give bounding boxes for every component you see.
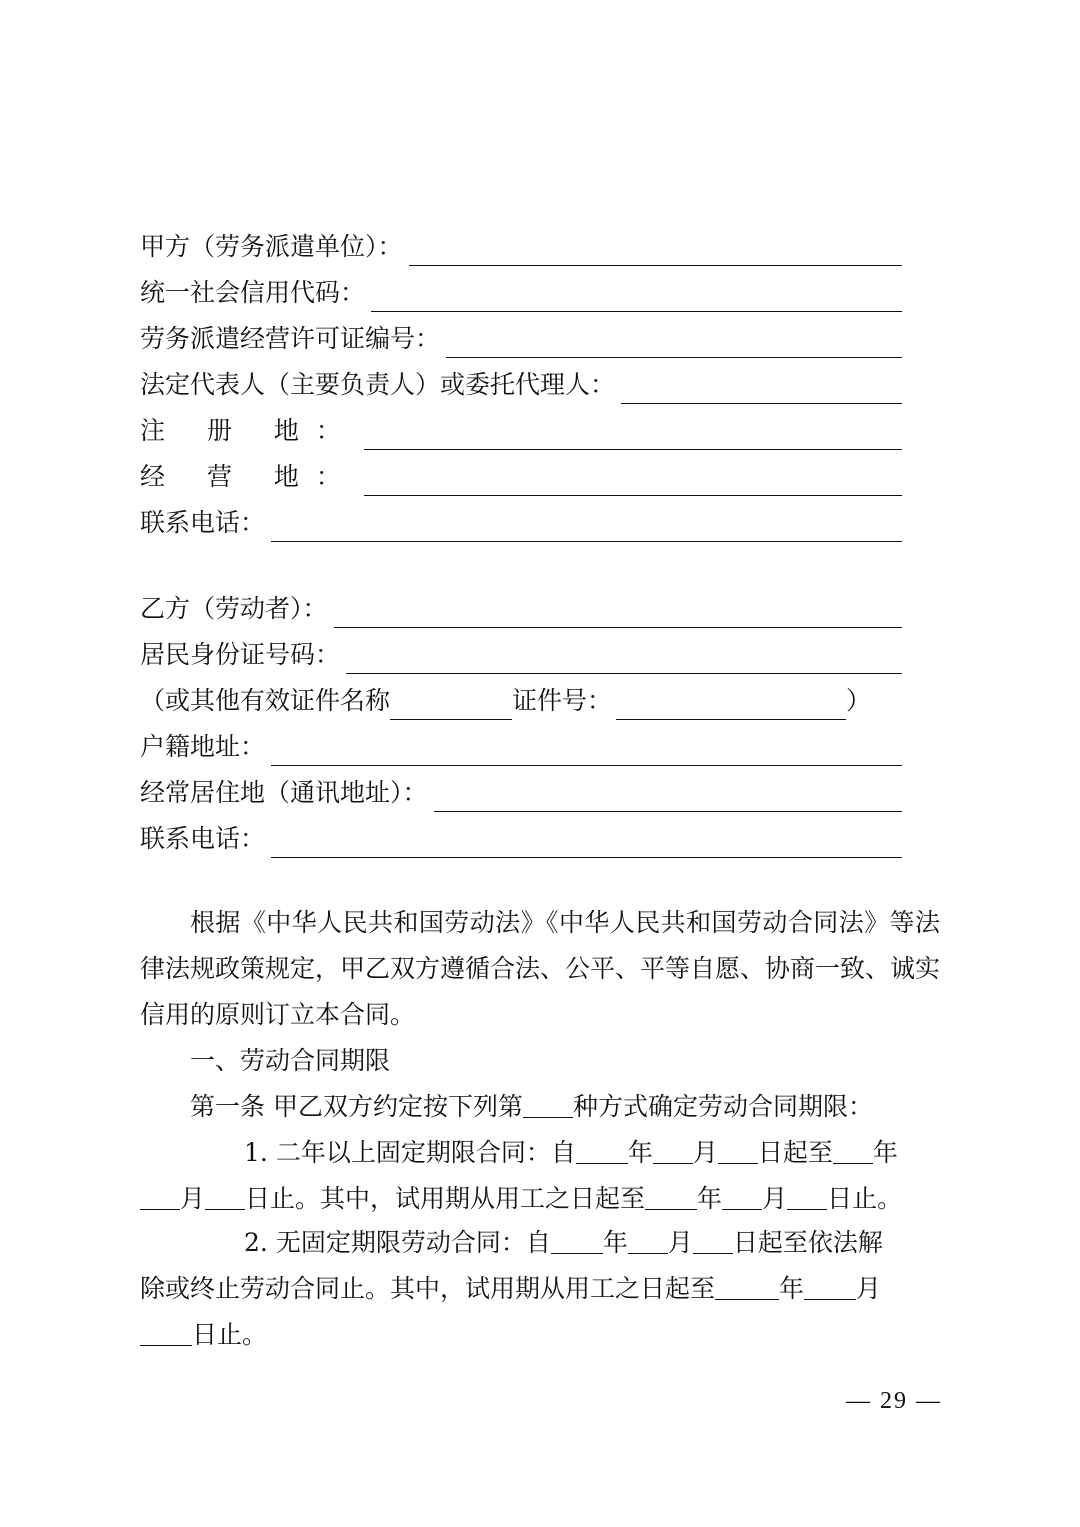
item-2-probation-month-label: 月	[856, 1274, 882, 1303]
credit-code-blank[interactable]	[371, 281, 902, 312]
representative-blank[interactable]	[621, 373, 902, 404]
item-1-probation-text: 其中，试用期从用工之日起至	[320, 1184, 646, 1213]
residence-address-field[interactable]	[140, 768, 902, 812]
representative-label: 法定代表人（主要负责人）或委托代理人：	[140, 370, 616, 399]
other-id-field[interactable]	[140, 676, 902, 720]
id-number-field[interactable]	[140, 630, 902, 674]
item-1-end-year-blank[interactable]	[833, 1137, 873, 1164]
license-number-label: 劳务派遣经营许可证编号：	[140, 324, 441, 353]
item-2-probation-day-label: 日止。	[192, 1320, 268, 1349]
business-address-blank[interactable]	[364, 465, 902, 496]
item-1-line-2	[140, 1176, 940, 1222]
other-id-number-label: 证件号：	[512, 686, 613, 715]
party-b-name-blank[interactable]	[334, 597, 902, 628]
item-2-start-month-blank[interactable]	[628, 1227, 668, 1254]
registered-address-blank[interactable]	[364, 419, 902, 450]
item-1-probation-year-label: 年	[697, 1184, 723, 1213]
item-1-probation-day-blank[interactable]	[787, 1183, 827, 1210]
item-1-start-year-blank[interactable]	[576, 1137, 628, 1164]
credit-code-field[interactable]	[140, 268, 902, 312]
item-2-probation-month-blank[interactable]	[804, 1273, 856, 1300]
party-a-name-blank[interactable]	[409, 235, 902, 266]
item-1-month-label: 月	[692, 1138, 718, 1167]
item-2-line-1	[244, 1220, 1044, 1266]
party-a-name-field[interactable]	[140, 222, 902, 266]
business-address-label: 经 营 地：	[140, 462, 358, 491]
item-1-day-to-label: 日起至	[757, 1138, 833, 1167]
license-number-blank[interactable]	[446, 327, 902, 358]
article-1-choice-blank[interactable]	[523, 1091, 573, 1118]
item-1-text: 二年以上固定期限合同：自	[275, 1138, 576, 1167]
other-id-open-label: （或其他有效证件名称	[140, 686, 391, 715]
item-1-probation-month-blank[interactable]	[722, 1183, 762, 1210]
article-1-suffix: 种方式确定劳动合同期限：	[572, 1092, 873, 1121]
item-1-year-label: 年	[627, 1138, 653, 1167]
business-address-field[interactable]	[140, 452, 902, 496]
item-2-probation-day-blank[interactable]	[140, 1319, 192, 1346]
registered-address-field[interactable]	[140, 406, 902, 450]
party-a-phone-label: 联系电话：	[140, 508, 266, 537]
residence-address-label: 经常居住地（通讯地址）：	[140, 778, 428, 807]
item-2-text-3: 除或终止劳动合同止。其中，试用期从用工之日起至	[140, 1274, 716, 1303]
item-2-probation-year-label: 年	[779, 1274, 805, 1303]
party-a-phone-blank[interactable]	[271, 511, 902, 542]
article-1	[190, 1084, 990, 1130]
item-2-start-day-blank[interactable]	[693, 1227, 733, 1254]
item-1-end-day-blank[interactable]	[205, 1183, 245, 1210]
item-2-line-3	[140, 1312, 940, 1358]
item-1-probation-day-label: 日止。	[827, 1184, 903, 1213]
item-2-text: 无固定期限劳动合同：自	[275, 1228, 551, 1257]
item-1-end-month-label: 月	[180, 1184, 206, 1213]
party-b-phone-label: 联系电话：	[140, 824, 266, 853]
party-a-name-label: 甲方（劳务派遣单位）：	[140, 232, 403, 261]
preamble-paragraph	[140, 900, 940, 1038]
party-a-phone-field[interactable]	[140, 498, 902, 542]
party-b-name-field[interactable]	[140, 584, 902, 628]
item-2-month-label: 月	[667, 1228, 693, 1257]
registered-address-label: 注 册 地：	[140, 416, 358, 445]
other-id-number-blank[interactable]	[616, 689, 846, 720]
item-1-start-day-blank[interactable]	[718, 1137, 758, 1164]
preamble-text: 根据《中华人民共和国劳动法》《中华人民共和国劳动合同法》等法律法规政策规定，甲乙双方遵循合法、公平、平等自愿、协商一致、诚实信用的原则订立本合同。	[140, 908, 941, 1029]
household-address-blank[interactable]	[271, 735, 902, 766]
section-heading: 一、劳动合同期限	[190, 1046, 391, 1075]
representative-field[interactable]	[140, 360, 902, 404]
item-1-line-1	[244, 1130, 1044, 1176]
item-1-end-month-blank[interactable]	[140, 1183, 180, 1210]
item-1-end-year-label: 年	[872, 1138, 898, 1167]
item-2-start-year-blank[interactable]	[551, 1227, 603, 1254]
item-2-text-2: 日起至依法解	[732, 1228, 883, 1257]
page-number: — 29 —	[846, 1388, 942, 1414]
license-number-field[interactable]	[140, 314, 902, 358]
party-b-phone-blank[interactable]	[271, 827, 902, 858]
item-2-year-label: 年	[602, 1228, 628, 1257]
item-1-number: 1.	[244, 1138, 268, 1167]
item-2-probation-year-blank[interactable]	[715, 1273, 779, 1300]
household-address-label: 户籍地址：	[140, 732, 266, 761]
party-b-name-label: 乙方（劳动者）：	[140, 594, 328, 623]
other-id-name-blank[interactable]	[390, 689, 512, 720]
residence-address-blank[interactable]	[434, 781, 902, 812]
item-1-start-month-blank[interactable]	[653, 1137, 693, 1164]
item-1-probation-year-blank[interactable]	[645, 1183, 697, 1210]
item-1-probation-month-label: 月	[762, 1184, 788, 1213]
item-2-number: 2.	[244, 1228, 268, 1257]
article-1-prefix: 第一条 甲乙双方约定按下列第	[190, 1092, 523, 1121]
other-id-close: ）	[846, 686, 872, 715]
credit-code-label: 统一社会信用代码：	[140, 278, 366, 307]
item-1-end-day-label: 日止。	[245, 1184, 321, 1213]
id-number-label: 居民身份证号码：	[140, 640, 341, 669]
id-number-blank[interactable]	[346, 643, 902, 674]
item-2-line-2	[140, 1266, 940, 1312]
party-b-phone-field[interactable]	[140, 814, 902, 858]
household-address-field[interactable]	[140, 722, 902, 766]
